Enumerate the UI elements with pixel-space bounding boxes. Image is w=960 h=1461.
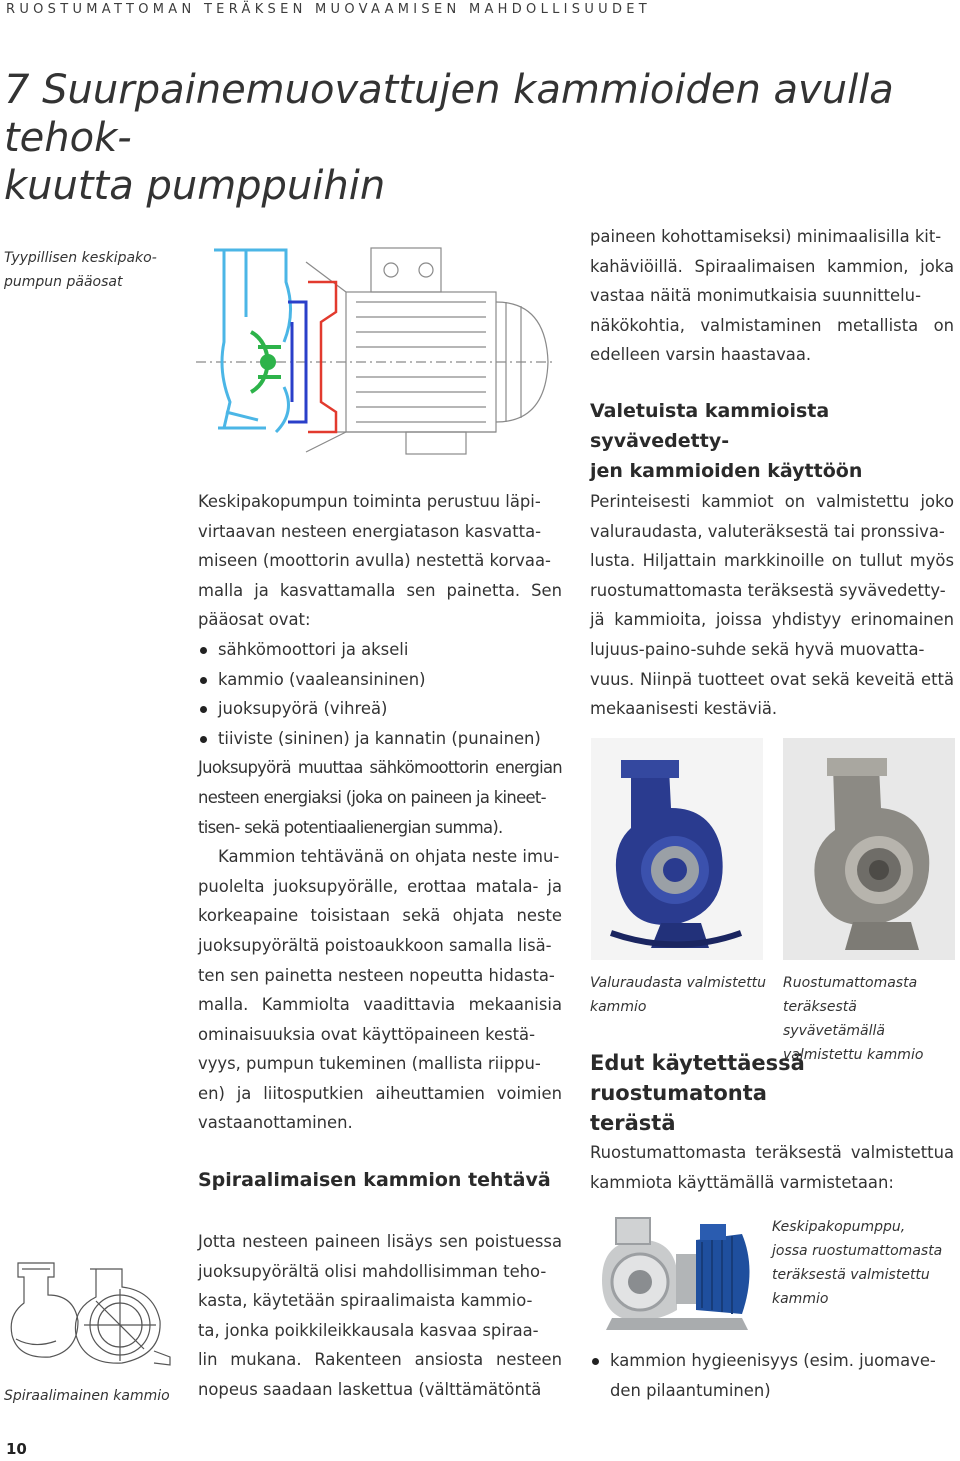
subheading-spiral-chamber-role: Spiraalimaisen kammion tehtävä <box>198 1169 551 1191</box>
paragraph-impeller: Juoksupyörä muuttaa sähkömoottorin energian nesteen energiaksi (joka on paineen ja kineet- tisen- sekä potentiaalienergian summa). <box>198 758 562 837</box>
left-column-text <box>198 487 562 1138</box>
paragraph-ensures <box>590 1138 954 1197</box>
running-header: RUOSTUMATTOMAN TERÄKSEN MUOVAAMISEN MAHDOLLISUUDET <box>6 2 652 17</box>
paragraph-ensures-text: Ruostumattomasta teräksestä valmistettua kammiota käyttämällä varmistetaan: <box>590 1143 954 1192</box>
subheading-deep-drawn-chambers: Valetuista kammioista syvävedetty- jen kammioiden käyttöön <box>590 400 863 482</box>
paragraph-spiral-text: Jotta nesteen paineen lisäys sen poistuessa juoksupyörältä olisi mahdollisimman teho- kasta, käytetään spiraalimaista kammio- ta, jonka poikkileikkausala kasvaa spiraa- lin mukana. Rakenteen ansiosta nesteen nopeus saadaan laskettua (välttämätöntä <box>198 1232 562 1399</box>
stainless-chamber-photo <box>783 738 955 960</box>
pump-photo-caption: Keskipakopumppu, jossa ruostumattomasta teräksestä valmistettu kammio <box>772 1219 943 1307</box>
pump-diagram-caption: Tyypillisen keskipako- pumpun pääosat <box>4 250 157 290</box>
paragraph-traditional-chambers-text: Perinteisesti kammiot on valmistettu joko valuraudasta, valuteräksestä tai pronssiva- lusta. Hiljattain markkinoille on tullut myös ruostumattomasta teräksestä syvävedetty- jä kammioita, joissa yhdistyy erinomainen lujuus-paino-suhde sekä hyvä muovatta- vuus. Niinpä tuotteet ovat sekä keveitä että mekaanisesti kestäviä. <box>590 492 954 719</box>
intro-continuation-text: paineen kohottamiseksi) minimaalisilla kit- kahäviöillä. Spiraalimaisen kammion, joka vastaa näitä monimutkaisia suunnittelu- näkökohtia, valmistaminen metallista on edelleen varsin haastavaa. <box>590 227 954 365</box>
pump-cross-section-diagram <box>196 222 576 462</box>
paragraph-traditional-chambers <box>590 487 954 724</box>
stainless-caption: Ruostumattomasta teräksestä syvävetämällä valmistettu kammio <box>783 975 924 1063</box>
list-item: tiiviste (sininen) ja kannatin (punainen) <box>198 724 562 754</box>
spiral-chamber-diagram <box>4 1255 174 1375</box>
spiral-chamber-caption: Spiraalimainen kammio <box>4 1388 170 1404</box>
intro-continuation <box>590 222 954 370</box>
list-item: sähkömoottori ja akseli <box>198 635 562 665</box>
cast-iron-caption: Valuraudasta valmistettu kammio <box>590 975 767 1015</box>
paragraph-spiral <box>198 1227 562 1405</box>
list-item: juoksupyörä (vihreä) <box>198 694 562 724</box>
main-parts-list <box>198 635 562 753</box>
stainless-pump-photo <box>592 1210 762 1342</box>
advantages-list <box>590 1346 954 1405</box>
chapter-title-text: 7 Suurpainemuovattujen kammioiden avulla tehok- kuutta pumppuihin <box>4 67 894 209</box>
cast-iron-chamber-photo <box>591 738 763 960</box>
chapter-title <box>4 66 944 210</box>
list-item: kammio (vaaleansininen) <box>198 665 562 695</box>
subheading-stainless-advantages: Edut käytettäessä ruostumatonta terästä <box>590 1051 805 1135</box>
paragraph-function: Keskipakopumpun toiminta perustuu läpi- virtaavan nesteen energiatason kasvatta- miseen (moottorin avulla) nestettä korvaa- malla ja kasvattamalla sen painetta. Sen pääosat ovat: <box>198 492 562 630</box>
page-number: 10 <box>6 1440 27 1458</box>
paragraph-chamber-role: Kammion tehtävänä on ohjata neste imu- puolelta juoksupyörälle, erottaa matala- ja korkeapaine toisistaan sekä ohjata neste juoksupyörältä poistoaukkoon samalla lisä- ten sen painetta nesteen nopeutta hidasta- malla. Kammiolta vaadittavia mekaanisia ominaisuuksia ovat käyttöpaineen kestä- vyys, pumpun tukeminen (mallista riippu- en) ja liitosputkien aiheuttamien voimien vastaanottaminen. <box>198 847 562 1133</box>
list-item: kammion hygieenisyys (esim. juomave- den pilaantuminen) <box>590 1346 954 1405</box>
